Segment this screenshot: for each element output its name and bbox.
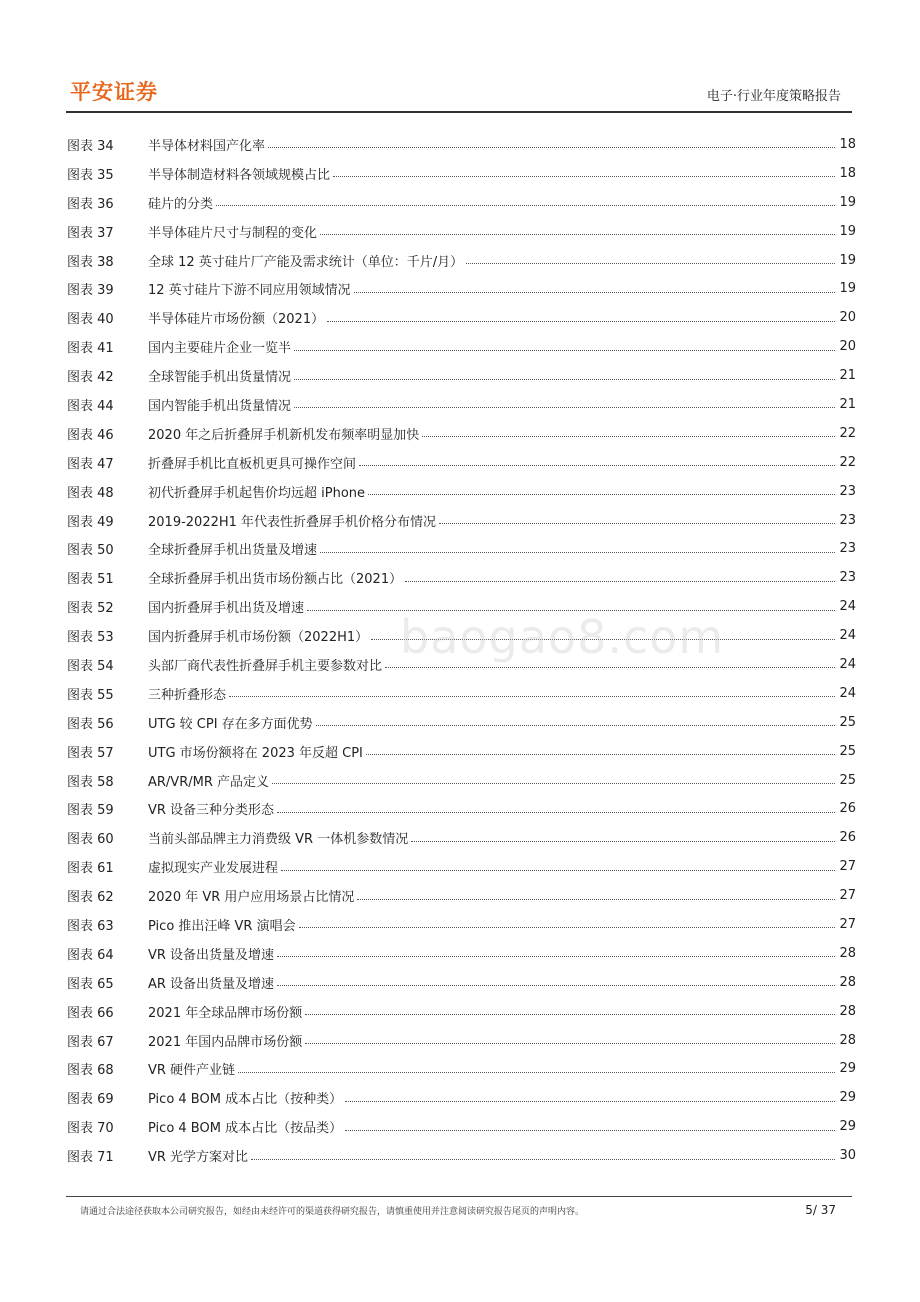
toc-entry-page[interactable]: 24 <box>839 656 856 672</box>
toc-entry-label: 图表 55 <box>67 687 114 703</box>
company-logo: 平安证券 <box>70 80 158 104</box>
toc-entry-label: 图表 57 <box>67 745 114 761</box>
toc-dot-leader <box>354 283 835 295</box>
toc-dot-leader <box>466 254 835 266</box>
toc-entry-label: 图表 44 <box>67 398 114 414</box>
toc-entry-title[interactable]: 全球折叠屏手机出货市场份额占比（2021） <box>148 572 403 588</box>
toc-dot-leader <box>251 1150 835 1162</box>
toc-entry-label: 图表 69 <box>67 1092 114 1108</box>
toc-entry-title[interactable]: AR/VR/MR 产品定义 <box>148 774 269 790</box>
page-number: 5/ 37 <box>805 1203 836 1217</box>
toc-entry[interactable] <box>66 910 856 939</box>
toc-entry-page[interactable]: 26 <box>839 830 856 846</box>
toc-dot-leader <box>320 543 835 555</box>
toc-entry-page[interactable]: 19 <box>839 194 856 210</box>
toc-entry-title[interactable]: 国内主要硅片企业一览半 <box>148 341 292 357</box>
toc-entry[interactable] <box>66 708 856 737</box>
toc-entry-label: 图表 70 <box>67 1121 114 1137</box>
toc-entry-page[interactable]: 22 <box>839 425 856 441</box>
toc-entry[interactable] <box>66 159 856 188</box>
toc-entry-page[interactable]: 25 <box>839 714 856 730</box>
toc-entry-page[interactable]: 23 <box>839 541 856 557</box>
toc-entry-label: 图表 66 <box>67 1005 114 1021</box>
toc-entry-page[interactable]: 25 <box>839 743 856 759</box>
toc-entry-page[interactable]: 19 <box>839 223 856 239</box>
toc-entry-page[interactable]: 23 <box>839 483 856 499</box>
toc-entry-title[interactable]: 半导体材料国产化率 <box>148 138 266 154</box>
toc-dot-leader <box>411 832 835 844</box>
toc-entry[interactable] <box>66 823 856 852</box>
toc-entry-label: 图表 47 <box>67 456 114 472</box>
toc-entry-label: 图表 50 <box>67 543 114 559</box>
toc-entry-title[interactable]: 半导体制造材料各领域规模占比 <box>148 167 331 183</box>
toc-entry[interactable] <box>66 448 856 477</box>
toc-entry-title[interactable]: 全球智能手机出货量情况 <box>148 370 292 386</box>
toc-entry-page[interactable]: 20 <box>839 310 856 326</box>
toc-entry-title[interactable]: VR 硬件产业链 <box>148 1063 236 1079</box>
toc-entry-page[interactable]: 29 <box>839 1119 856 1135</box>
toc-entry-label: 图表 68 <box>67 1063 114 1079</box>
toc-dot-leader <box>268 138 835 150</box>
toc-entry-label: 图表 61 <box>67 861 114 877</box>
toc-entry[interactable] <box>66 390 856 419</box>
toc-entry-label: 图表 54 <box>67 658 114 674</box>
toc-entry-title[interactable]: VR 光学方案对比 <box>148 1150 249 1166</box>
toc-entry[interactable] <box>66 217 856 246</box>
toc-dot-leader <box>277 803 835 815</box>
toc-entry[interactable] <box>66 534 856 563</box>
toc-entry-page[interactable]: 19 <box>839 281 856 297</box>
toc-entry-page[interactable]: 23 <box>839 570 856 586</box>
toc-entry-title[interactable]: 2021 年全球品牌市场份额 <box>148 1005 303 1021</box>
toc-dot-leader <box>327 312 835 324</box>
toc-dot-leader <box>366 745 835 757</box>
toc-dot-leader <box>294 341 835 353</box>
toc-entry-title[interactable]: UTG 较 CPI 存在多方面优势 <box>148 716 313 732</box>
toc-entry-label: 图表 71 <box>67 1150 114 1166</box>
toc-entry[interactable] <box>66 361 856 390</box>
footer-divider <box>66 1196 852 1197</box>
toc-entry-page[interactable]: 28 <box>839 945 856 961</box>
toc-entry-label: 图表 51 <box>67 572 114 588</box>
toc-dot-leader <box>333 167 835 179</box>
toc-entry-page[interactable]: 20 <box>839 339 856 355</box>
toc-entry-label: 图表 62 <box>67 890 114 906</box>
toc-entry-label: 图表 58 <box>67 774 114 790</box>
toc-entry-title[interactable]: 国内折叠屏手机市场份额（2022H1） <box>148 630 369 646</box>
toc-dot-leader <box>345 1121 835 1133</box>
toc-dot-leader <box>439 514 835 526</box>
toc-entry[interactable] <box>66 1026 856 1055</box>
toc-entry-page[interactable]: 23 <box>839 512 856 528</box>
report-title: 电子·行业年度策略报告 <box>706 89 841 104</box>
toc-entry-page[interactable]: 24 <box>839 599 856 615</box>
toc-entry-label: 图表 39 <box>67 283 114 299</box>
toc-entry-title[interactable]: 全球 12 英寸硅片厂产能及需求统计（单位：千片/月） <box>148 254 464 270</box>
toc-entry-label: 图表 67 <box>67 1034 114 1050</box>
toc-entry-label: 图表 48 <box>67 485 114 501</box>
toc-entry-label: 图表 37 <box>67 225 114 241</box>
toc-entry-title[interactable]: Pico 4 BOM 成本占比（按种类） <box>148 1092 343 1108</box>
toc-entry-title[interactable]: 头部厂商代表性折叠屏手机主要参数对比 <box>148 658 383 674</box>
toc-entry-label: 图表 46 <box>67 427 114 443</box>
toc-entry-label: 图表 34 <box>67 138 114 154</box>
toc-dot-leader <box>345 1092 835 1104</box>
toc-entry-title[interactable]: Pico 4 BOM 成本占比（按品类） <box>148 1121 343 1137</box>
toc-entry[interactable] <box>66 303 856 332</box>
toc-entry-title[interactable]: VR 设备三种分类形态 <box>148 803 275 819</box>
toc-dot-leader <box>368 485 835 497</box>
toc-dot-leader <box>357 890 835 902</box>
toc-entry-title[interactable]: 硅片的分类 <box>148 196 214 212</box>
toc-dot-leader <box>272 774 835 786</box>
toc-dot-leader <box>305 1034 835 1046</box>
toc-entry[interactable] <box>66 1055 856 1084</box>
toc-entry-title[interactable]: 三种折叠形态 <box>148 687 227 703</box>
toc-entry-page[interactable]: 21 <box>839 368 856 384</box>
toc-entry[interactable] <box>66 477 856 506</box>
toc-dot-leader <box>405 572 835 584</box>
toc-entry-title[interactable]: 虚拟现实产业发展进程 <box>148 861 279 877</box>
toc-entry[interactable] <box>66 939 856 968</box>
toc-entry-title[interactable]: 2020 年之后折叠屏手机新机发布频率明显加快 <box>148 427 420 443</box>
toc-entry-label: 图表 42 <box>67 370 114 386</box>
toc-entry-label: 图表 49 <box>67 514 114 530</box>
toc-entry-page[interactable]: 26 <box>839 801 856 817</box>
toc-entry-label: 图表 40 <box>67 312 114 328</box>
toc-dot-leader <box>216 196 835 208</box>
toc-entry-label: 图表 53 <box>67 630 114 646</box>
toc-dot-leader <box>277 947 835 959</box>
toc-entry-title[interactable]: 2021 年国内品牌市场份额 <box>148 1034 303 1050</box>
toc-dot-leader <box>294 398 835 410</box>
toc-entry-page[interactable]: 24 <box>839 628 856 644</box>
toc-entry[interactable] <box>66 1141 856 1170</box>
toc-entry-label: 图表 38 <box>67 254 114 270</box>
toc-entry-page[interactable]: 29 <box>839 1061 856 1077</box>
toc-entry-title[interactable]: UTG 市场份额将在 2023 年反超 CPI <box>148 745 363 761</box>
toc-entry-title[interactable]: 国内折叠屏手机出货及增速 <box>148 601 305 617</box>
toc-entry[interactable] <box>66 1112 856 1141</box>
toc-entry-label: 图表 65 <box>67 976 114 992</box>
toc-dot-leader <box>238 1063 835 1075</box>
toc-entry-page[interactable]: 30 <box>839 1148 856 1164</box>
toc-entry-page[interactable]: 22 <box>839 454 856 470</box>
toc-entry-label: 图表 36 <box>67 196 114 212</box>
toc-entry[interactable] <box>66 852 856 881</box>
toc-entry[interactable] <box>66 679 856 708</box>
toc-entry-page[interactable]: 25 <box>839 772 856 788</box>
toc-entry-label: 图表 64 <box>67 947 114 963</box>
toc-entry-page[interactable]: 28 <box>839 1032 856 1048</box>
toc-entry-title[interactable]: 当前头部品牌主力消费级 VR 一体机参数情况 <box>148 832 409 848</box>
toc-dot-leader <box>316 716 835 728</box>
toc-entry-title[interactable]: 全球折叠屏手机出货量及增速 <box>148 543 318 559</box>
toc-entry-label: 图表 59 <box>67 803 114 819</box>
toc-entry-title[interactable]: 国内智能手机出货量情况 <box>148 398 292 414</box>
toc-entry[interactable] <box>66 881 856 910</box>
toc-entry-title[interactable]: 半导体硅片市场份额（2021） <box>148 312 325 328</box>
toc-entry-page[interactable]: 27 <box>839 859 856 875</box>
toc-entry[interactable] <box>66 188 856 217</box>
page-header <box>0 0 920 114</box>
toc-dot-leader <box>422 427 835 439</box>
toc-entry-title[interactable]: AR 设备出货量及增速 <box>148 976 275 992</box>
footer-disclaimer: 请通过合法途径获取本公司研究报告，如经由未经许可的渠道获得研究报告，请慎重使用并注意阅读研究报告尾页的声明内容。 <box>80 1207 585 1217</box>
toc-entry[interactable] <box>66 968 856 997</box>
toc-entry[interactable] <box>66 1083 856 1112</box>
toc-entry-title[interactable]: 2020 年 VR 用户应用场景占比情况 <box>148 890 355 906</box>
toc-entry-title[interactable]: Pico 推出汪峰 VR 演唱会 <box>148 918 296 934</box>
toc-entry-label: 图表 63 <box>67 918 114 934</box>
toc-entry-label: 图表 56 <box>67 716 114 732</box>
toc-dot-leader <box>359 456 835 468</box>
toc-entry-title[interactable]: VR 设备出货量及增速 <box>148 947 275 963</box>
toc-dot-leader <box>229 687 835 699</box>
toc-entry-page[interactable]: 21 <box>839 396 856 412</box>
toc-entry[interactable] <box>66 766 856 795</box>
toc-entry[interactable] <box>66 997 856 1026</box>
toc-dot-leader <box>299 918 835 930</box>
toc-entry-page[interactable]: 28 <box>839 974 856 990</box>
toc-entry[interactable] <box>66 246 856 275</box>
toc-entry[interactable] <box>66 506 856 535</box>
toc-entry-title[interactable]: 2019-2022H1 年代表性折叠屏手机价格分布情况 <box>148 514 437 530</box>
toc-entry-label: 图表 41 <box>67 341 114 357</box>
toc-dot-leader <box>305 1005 835 1017</box>
toc-entry-page[interactable]: 28 <box>839 1003 856 1019</box>
toc-entry[interactable] <box>66 274 856 303</box>
toc-entry[interactable] <box>66 130 856 159</box>
toc-entry-label: 图表 35 <box>67 167 114 183</box>
toc-entry-title[interactable]: 初代折叠屏手机起售价均远超 iPhone <box>148 485 366 501</box>
toc-entry-title[interactable]: 折叠屏手机比直板机更具可操作空间 <box>148 456 357 472</box>
toc-entry-label: 图表 60 <box>67 832 114 848</box>
toc-entry-title[interactable]: 12 英寸硅片下游不同应用领域情况 <box>148 283 351 299</box>
toc-entry-title[interactable]: 半导体硅片尺寸与制程的变化 <box>148 225 318 241</box>
toc-entry-page[interactable]: 27 <box>839 916 856 932</box>
toc-entry[interactable] <box>66 737 856 766</box>
toc-entry-page[interactable]: 19 <box>839 252 856 268</box>
toc-dot-leader <box>281 861 835 873</box>
toc-entry-page[interactable]: 18 <box>839 136 856 152</box>
header-divider <box>66 111 852 113</box>
toc-entry[interactable] <box>66 563 856 592</box>
toc-entry-page[interactable]: 27 <box>839 888 856 904</box>
toc-dot-leader <box>320 225 835 237</box>
toc-dot-leader <box>294 370 835 382</box>
toc-entry-page[interactable]: 24 <box>839 685 856 701</box>
toc-entry-page[interactable]: 29 <box>839 1090 856 1106</box>
toc-dot-leader <box>277 976 835 988</box>
toc-entry[interactable] <box>66 419 856 448</box>
toc-entry[interactable] <box>66 332 856 361</box>
toc-entry[interactable] <box>66 794 856 823</box>
toc-entry-page[interactable]: 18 <box>839 165 856 181</box>
toc-entry-label: 图表 52 <box>67 601 114 617</box>
watermark: baogao8.com <box>400 610 725 664</box>
